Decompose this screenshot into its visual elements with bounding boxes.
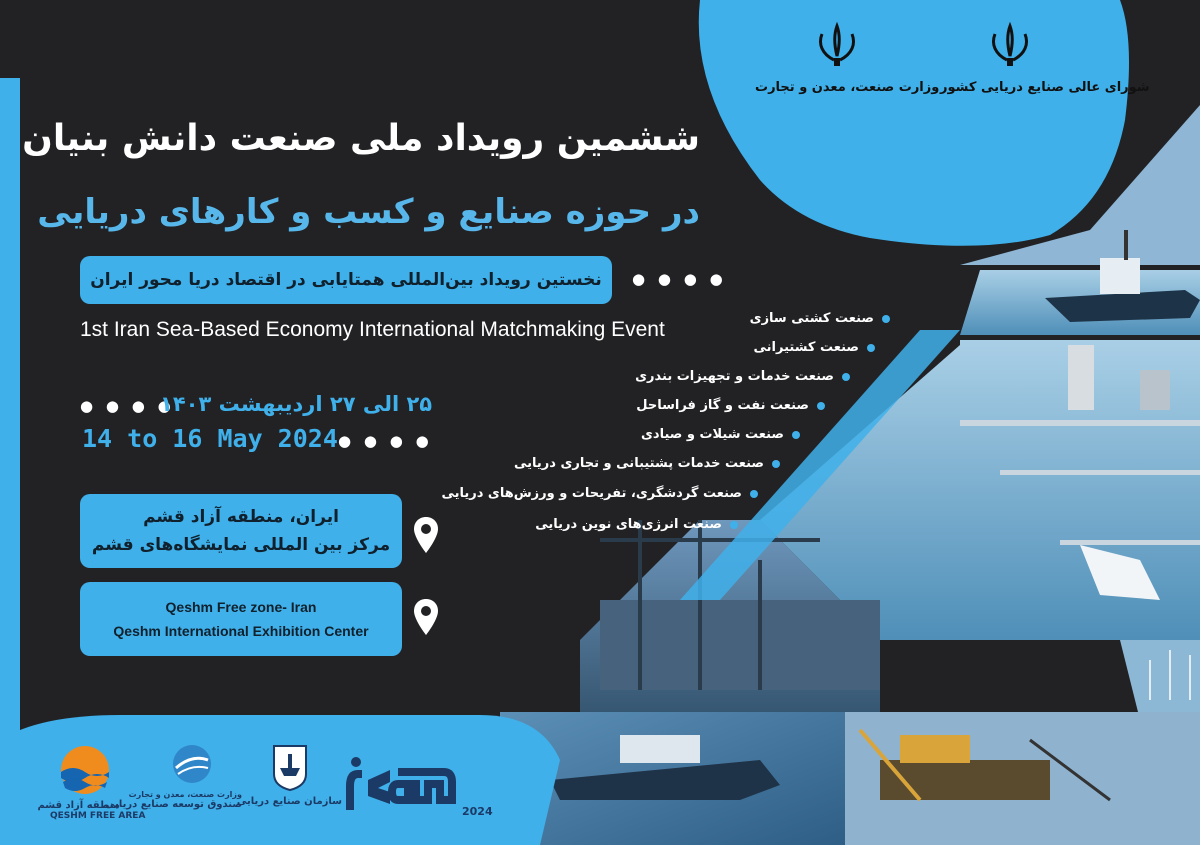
maritime-fund-logo xyxy=(104,742,242,810)
bullet-icon xyxy=(867,344,875,352)
city-building xyxy=(1140,370,1170,410)
top-emblem-panel xyxy=(699,0,1129,246)
matchmaking-pill: نخستین رویداد بین‌المللی همتایابی در اقتصاد دریا محور ایران xyxy=(80,256,612,304)
bullet-icon xyxy=(817,402,825,410)
industry-item: صنعت کشتی سازی xyxy=(750,311,890,326)
location-persian xyxy=(80,494,402,568)
industry-item: صنعت نفت و گاز فراساحل xyxy=(636,398,825,413)
council-emblem xyxy=(985,22,1035,74)
location-pin-icon xyxy=(413,516,439,554)
decor-dots: ● ● ● ● xyxy=(338,432,433,450)
event-title: ششمین رویداد ملی صنعت دانش بنیان xyxy=(22,118,700,159)
left-accent-strip xyxy=(0,78,20,768)
industry-item: صنعت شیلات و صیادی xyxy=(641,427,800,442)
bullet-icon xyxy=(882,315,890,323)
decor-dots: ● ● ● ● xyxy=(632,270,727,288)
bullet-icon xyxy=(792,431,800,439)
ministry-emblem xyxy=(812,22,862,74)
qeshm-logo-text-fa: منطقه آزاد قشم xyxy=(37,800,120,811)
fund-globe-icon xyxy=(170,742,214,786)
industry-item: صنعت گردشگری، تفریحات و ورزش‌های دریایی xyxy=(441,486,758,501)
location-english xyxy=(80,582,402,656)
ship-bridge xyxy=(1100,258,1140,294)
event-brand-logo xyxy=(340,752,470,822)
research-ship-deck xyxy=(620,735,700,763)
event-monogram-icon xyxy=(340,752,470,822)
date-persian: ۲۵ الی ۲۷ اردیبهشت ۱۴۰۳ xyxy=(160,392,433,416)
event-subtitle: در حوزه صنایع و کسب و کارهای دریایی xyxy=(37,192,700,232)
tower-building xyxy=(1068,345,1094,410)
qeshm-logo-icon xyxy=(50,742,120,796)
bullet-icon xyxy=(730,521,738,529)
bullet-icon xyxy=(750,490,758,498)
ministry-name: وزارت صنعت، معدن و تجارت xyxy=(755,80,940,95)
event-year: 2024 xyxy=(462,805,493,818)
bullet-icon xyxy=(842,373,850,381)
fund-name-text: صندوق توسعه صنایع دریایی xyxy=(104,799,242,810)
decor-dots: ● ● ● ● xyxy=(80,397,175,415)
bullet-icon xyxy=(772,460,780,468)
industry-item: صنعت خدمات پشتیبانی و تجاری دریایی xyxy=(514,456,780,471)
event-title-english: 1st Iran Sea-Based Economy International Matchmaking Event xyxy=(80,318,665,341)
org-name-text: سازمان صنایع دریایی xyxy=(236,796,342,807)
industry-item: صنعت انرژی‌های نوین دریایی xyxy=(535,517,738,532)
industry-item: صنعت خدمات و تجهیزات بندری xyxy=(635,369,850,384)
fund-ministry-text: وزارت صنعت، معدن و تجارت xyxy=(128,790,242,799)
location-english-line1: Qeshm Free zone- Iran xyxy=(165,599,317,615)
location-persian-line2: مرکز بین المللی نمایشگاه‌های قشم xyxy=(91,535,391,555)
marina-pier xyxy=(960,420,1200,426)
date-english: 14 to 16 May 2024 xyxy=(82,424,338,453)
ship-mast xyxy=(1124,230,1128,260)
org-ship-shield-icon xyxy=(270,744,310,792)
marina-pier-3 xyxy=(1060,540,1200,545)
location-pin-icon xyxy=(413,598,439,636)
platform-structure xyxy=(900,735,970,763)
council-name: شورای عالی صنایع دریایی کشور xyxy=(940,80,1150,95)
marina-pier-2 xyxy=(1000,470,1200,475)
location-persian-line1: ایران، منطقه آزاد قشم xyxy=(143,507,339,527)
qeshm-logo-text-en: QESHM FREE AREA xyxy=(50,811,146,821)
photo-wind-farm xyxy=(1120,640,1200,720)
maritime-industries-org-logo xyxy=(238,744,342,807)
platform-body xyxy=(880,760,1050,800)
industry-item: صنعت کشتیرانی xyxy=(754,340,875,355)
location-english-line2: Qeshm International Exhibition Center xyxy=(113,623,369,639)
